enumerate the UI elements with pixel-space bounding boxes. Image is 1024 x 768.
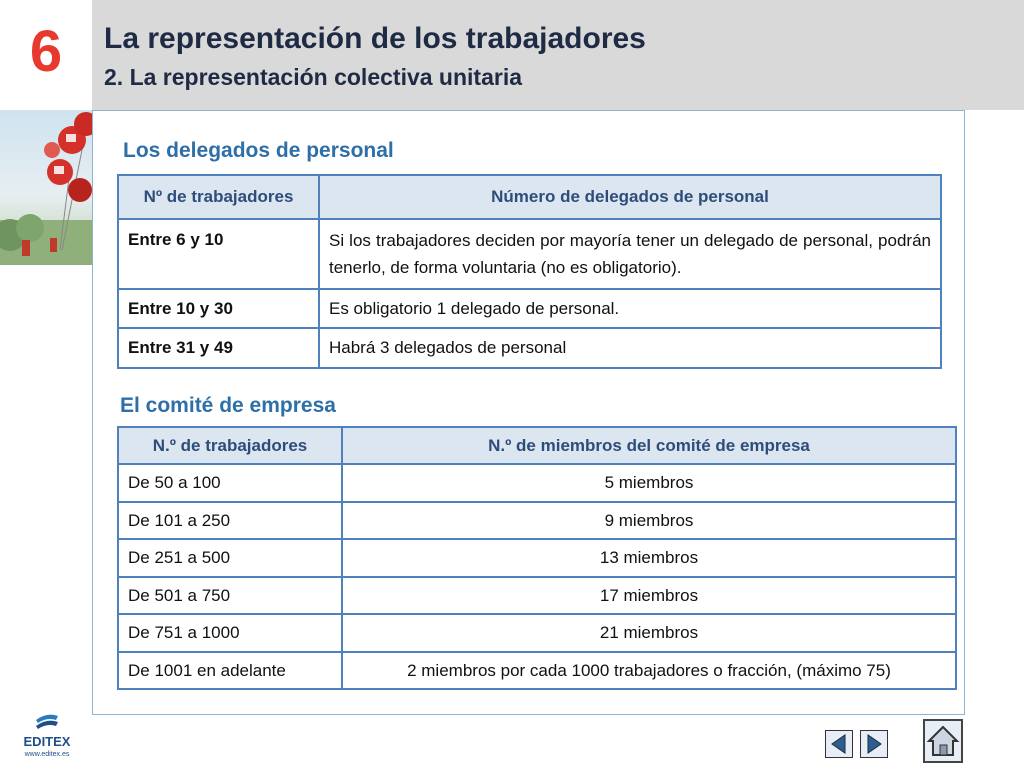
table-cell: Si los trabajadores deciden por mayoría tener un delegado de personal, podrán tenerlo, de forma voluntaria (no es obligatorio). xyxy=(319,219,941,289)
delegados-table xyxy=(117,174,942,369)
table-row xyxy=(118,289,941,328)
table-row xyxy=(118,502,956,539)
table-cell: De 751 a 1000 xyxy=(118,614,342,652)
table-cell: 2 miembros por cada 1000 trabajadores o fracción, (máximo 75) xyxy=(342,652,956,689)
table-cell: De 1001 en adelante xyxy=(118,652,342,689)
table-row xyxy=(118,652,956,689)
content-panel xyxy=(92,110,965,715)
comite-table xyxy=(117,426,957,690)
editex-logo[interactable] xyxy=(14,712,80,760)
editex-logo-icon xyxy=(34,712,60,732)
table-row xyxy=(118,614,956,652)
page-title: La representación de los trabajadores xyxy=(104,22,646,55)
table-cell: 13 miembros xyxy=(342,539,956,577)
table-row xyxy=(118,539,956,577)
column-header: Nº de trabajadores xyxy=(118,175,319,219)
table-cell: 21 miembros xyxy=(342,614,956,652)
column-header: Número de delegados de personal xyxy=(319,175,941,219)
previous-button[interactable] xyxy=(825,730,853,758)
table-row xyxy=(118,219,941,289)
table-cell: Entre 6 y 10 xyxy=(118,219,319,289)
chapter-number: 6 xyxy=(29,19,63,84)
table-header-row xyxy=(118,175,941,219)
table-cell: 17 miembros xyxy=(342,577,956,614)
table-row xyxy=(118,577,956,614)
logo-brand: EDITEX xyxy=(23,734,71,749)
table-cell: Es obligatorio 1 delegado de personal. xyxy=(319,289,941,328)
slide-header xyxy=(92,0,1024,110)
table-header-row xyxy=(118,427,956,464)
table-cell: 5 miembros xyxy=(342,464,956,502)
chapter-box xyxy=(0,0,92,110)
column-header: N.º de miembros del comité de empresa xyxy=(342,427,956,464)
delegados-section-title: Los delegados de personal xyxy=(123,139,394,162)
next-arrow-icon xyxy=(861,731,887,757)
table-cell: De 101 a 250 xyxy=(118,502,342,539)
home-button[interactable] xyxy=(923,719,963,763)
table-cell: Habrá 3 delegados de personal xyxy=(319,328,941,368)
table-cell: Entre 31 y 49 xyxy=(118,328,319,368)
logo-url: www.editex.es xyxy=(24,751,70,758)
home-icon xyxy=(925,721,961,761)
previous-arrow-icon xyxy=(826,731,852,757)
comite-section-title: El comité de empresa xyxy=(120,394,336,417)
table-cell: Entre 10 y 30 xyxy=(118,289,319,328)
page-subtitle: 2. La representación colectiva unitaria xyxy=(104,64,522,90)
next-button[interactable] xyxy=(860,730,888,758)
table-cell: 9 miembros xyxy=(342,502,956,539)
table-cell: De 50 a 100 xyxy=(118,464,342,502)
table-row xyxy=(118,328,941,368)
table-row xyxy=(118,464,956,502)
table-cell: De 501 a 750 xyxy=(118,577,342,614)
table-cell: De 251 a 500 xyxy=(118,539,342,577)
column-header: N.º de trabajadores xyxy=(118,427,342,464)
balloons-photo xyxy=(0,110,92,265)
